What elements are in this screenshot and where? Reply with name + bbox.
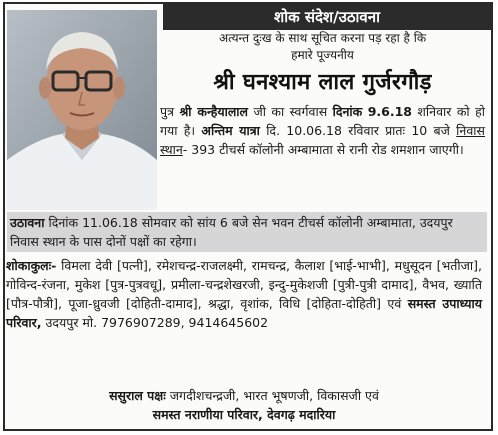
deceased-photo	[7, 10, 157, 210]
inlaws-section	[6, 386, 482, 424]
notice-header: शोक संदेश/उठावना	[163, 4, 491, 30]
son-of-label: पुत्र	[160, 104, 175, 119]
intro-line-2: हमारे पूज्यनीय	[291, 48, 354, 62]
date-label: दिनांक	[332, 104, 363, 119]
uthavna-text	[10, 213, 480, 251]
residence-label: निवास स्थान	[160, 123, 485, 157]
uthavna-label: उठावना	[10, 215, 45, 230]
father-name: श्री कन्हैयालाल	[179, 104, 249, 119]
mourners-list	[6, 256, 482, 332]
mourners-label: शोकाकुलः-	[6, 258, 57, 273]
death-date: 9.6.18	[367, 104, 412, 119]
funeral-route: - 393 टीचर्स कॉलोनी अम्बामाता से रानी रोड शमशान जाएगी।	[182, 142, 464, 157]
death-announcement	[160, 102, 485, 159]
portrait-image	[7, 10, 157, 210]
mourners-names: विमला देवी [पत्नी], रमेशचन्द्र-राजलक्ष्मी, रामचन्द्र, कैलाश [भाई-भाभी], मधुसूदन [भतीजा], गोविन्द-रंजना, मुकेश [पुत्र-पुत्रवधू], प्रमीला-चन्द्रशेखरजी, इन्दु-मुकेशजी [पुत्री-पुत्री दामाद], वैभव, ख्याति [पौत्र-पौत्री], पूजा-ध्रुवजी [दोहिती-दामाद], श्रद्धा, वृशांक, विधि [दोहिता-दोहिती] एवं	[6, 258, 482, 311]
family-name: समस्त उपाध्याय परिवार,	[6, 296, 482, 330]
deceased-name: श्री घनश्याम लाल गुर्जरगौड़	[213, 70, 432, 95]
uthavna-details: दिनांक 11.06.18 सोमवार को सांय 6 बजे सेन भवन टीचर्स कॉलोनी अम्बामाता, उदयपुर निवास स्थान के पास दोनों पक्षों का रहेगा।	[10, 215, 453, 249]
inlaws-family: समस्त नराणीया परिवार, देवगढ़ मदारिया	[152, 407, 336, 422]
death-text-2: शनिवार को हो गया है।	[160, 104, 485, 138]
inlaws-label: ससुराल पक्षः	[109, 388, 166, 403]
funeral-label: अन्तिम यात्रा	[201, 123, 260, 138]
intro-text	[160, 30, 485, 64]
death-text-1: जी का स्वर्गवास	[253, 104, 328, 119]
funeral-time: दि. 10.06.18 रविवार प्रातः 10 बजे	[266, 123, 450, 138]
contact-numbers: उदयपुर मो. 7976907289, 9414645602	[45, 315, 269, 330]
intro-line-1: अत्यन्त दुःख के साथ सूचित करना पड़ रहा है कि	[218, 31, 427, 45]
inlaws-names: जगदीशचन्द्रजी, भारत भूषणजी, विकासजी एवं	[169, 388, 379, 403]
